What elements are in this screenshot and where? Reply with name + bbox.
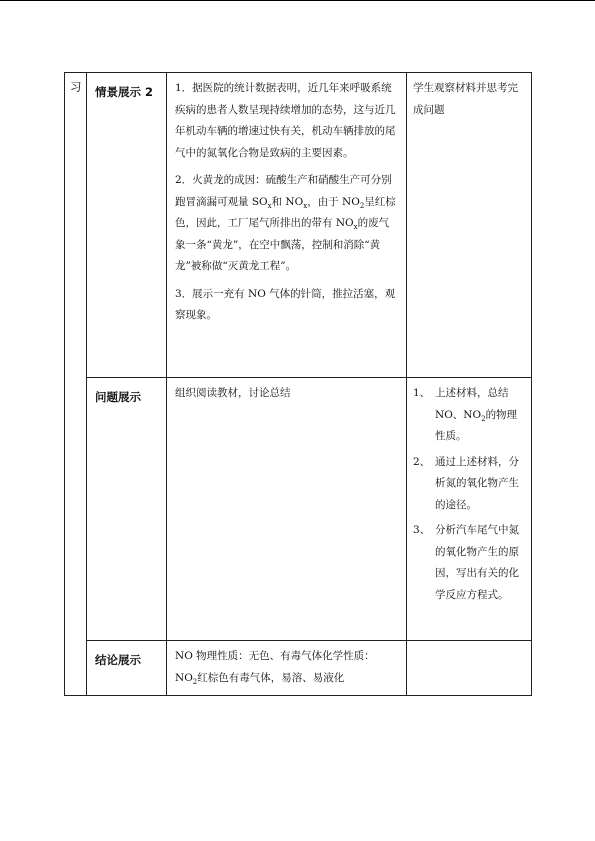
side-label-cell xyxy=(65,73,87,696)
question-list xyxy=(413,383,525,606)
content-cell xyxy=(167,73,407,378)
student-cell xyxy=(407,641,532,696)
scenario-paragraph-3: 3．展示一充有 NO 气体的针筒，推拉活塞，观察现象。 xyxy=(175,287,396,321)
scenario-content xyxy=(167,73,406,327)
content-cell xyxy=(167,378,407,641)
table-row-questions xyxy=(65,378,532,641)
side-label: 习 xyxy=(70,80,82,94)
row-label-cell xyxy=(87,641,167,696)
student-cell xyxy=(407,73,532,378)
student-cell xyxy=(407,378,532,641)
student-activity-scenario: 学生观察材料并思考完成问题 xyxy=(413,82,518,116)
list-item: 3、 分析汽车尾气中氮的氧化物产生的原因，写出有关的化学反应方程式。 xyxy=(413,524,519,601)
row-label-conclusion: 结论展示 xyxy=(95,653,141,667)
row-label-scenario: 情景展示 2 xyxy=(95,85,154,99)
table-row-conclusion xyxy=(65,641,532,696)
list-item: 2、 通过上述材料，分析氮的氧化物产生的途径。 xyxy=(413,455,519,511)
row-label-cell xyxy=(87,378,167,641)
lesson-plan-table xyxy=(64,72,532,696)
content-cell xyxy=(167,641,407,696)
row-label-cell xyxy=(87,73,167,378)
top-border-line xyxy=(0,0,595,1)
questions-content: 组织阅读教材，讨论总结 xyxy=(175,387,291,399)
row-label-questions: 问题展示 xyxy=(95,390,141,404)
conclusion-content: NO 物理性质：无色、有毒气体化学性质：$NO_2$红棕色有毒气体，易溶、易液化 xyxy=(175,650,375,686)
table-row-scenario xyxy=(65,73,532,378)
list-item: 1、 上述材料，总结 NO、$NO_2$的物理性质。 xyxy=(413,387,518,442)
scenario-paragraph-2: 2．火黄龙的成因：硫酸生产和硝酸生产可分别跑冒滴漏可观量 $SO_x$和 $NO_x$，由于 $NO_2$呈红棕色，因此，工厂尾气所排出的带有 $NO_x$的废气象一条“黄龙”，在空中飘荡，控制和消除“黄龙”被称做“灭黄龙工程”。 xyxy=(175,174,396,272)
scenario-paragraph-1: 1．据医院的统计数据表明，近几年来呼吸系统疾病的患者人数呈现持续增加的态势，这与近几年机动车辆的增速过快有关，机动车辆排放的尾气中的氮氧化合物是致病的主要因素。 xyxy=(175,82,396,159)
